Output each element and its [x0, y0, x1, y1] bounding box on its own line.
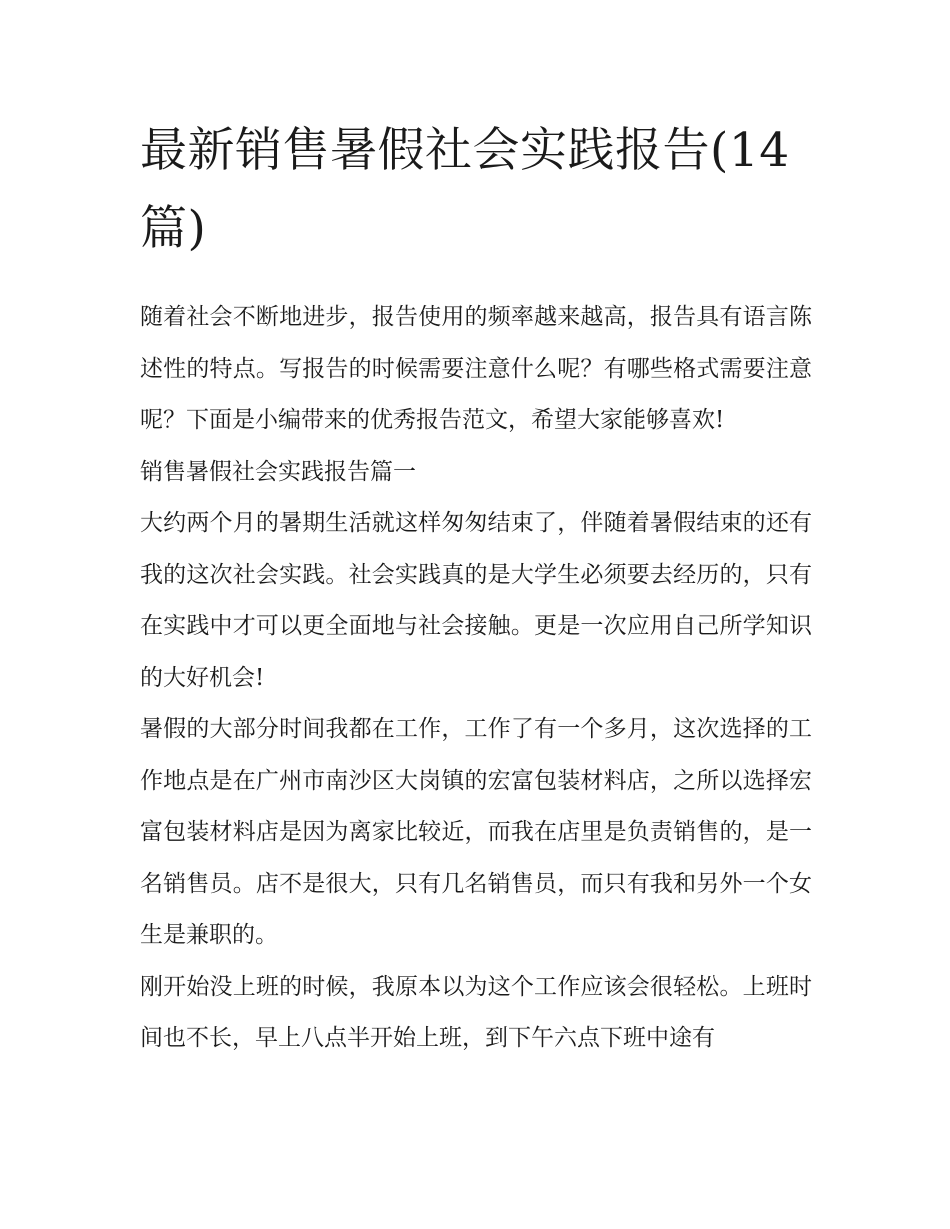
intro-paragraph: 随着社会不断地进步，报告使用的频率越来越高，报告具有语言陈述性的特点。写报告的时候需要注意什么呢？有哪些格式需要注意呢？下面是小编带来的优秀报告范文，希望大家能够喜欢! [140, 304, 812, 433]
body-paragraph: 大约两个月的暑期生活就这样匆匆结束了，伴随着暑假结束的还有我的这次社会实践。社会实践真的是大学生必须要去经历的，只有在实践中才可以更全面地与社会接触。更是一次应用自己所学知识的大好机会! [140, 510, 812, 691]
document-page [140, 112, 812, 1065]
document-title: 最新销售暑假社会实践报告(14篇) [140, 123, 790, 256]
body-paragraph: 刚开始没上班的时候，我原本以为这个工作应该会很轻松。上班时间也不长，早上八点半开始上班，到下午六点下班中途有 [140, 973, 812, 1051]
body-paragraph: 暑假的大部分时间我都在工作，工作了有一个多月，这次选择的工作地点是在广州市南沙区大岗镇的宏富包装材料店，之所以选择宏富包装材料店是因为离家比较近，而我在店里是负责销售的，是一名销售员。店不是很大，只有几名销售员，而只有我和另外一个女生是兼职的。 [140, 716, 812, 948]
section-heading: 销售暑假社会实践报告篇一 [140, 458, 416, 485]
